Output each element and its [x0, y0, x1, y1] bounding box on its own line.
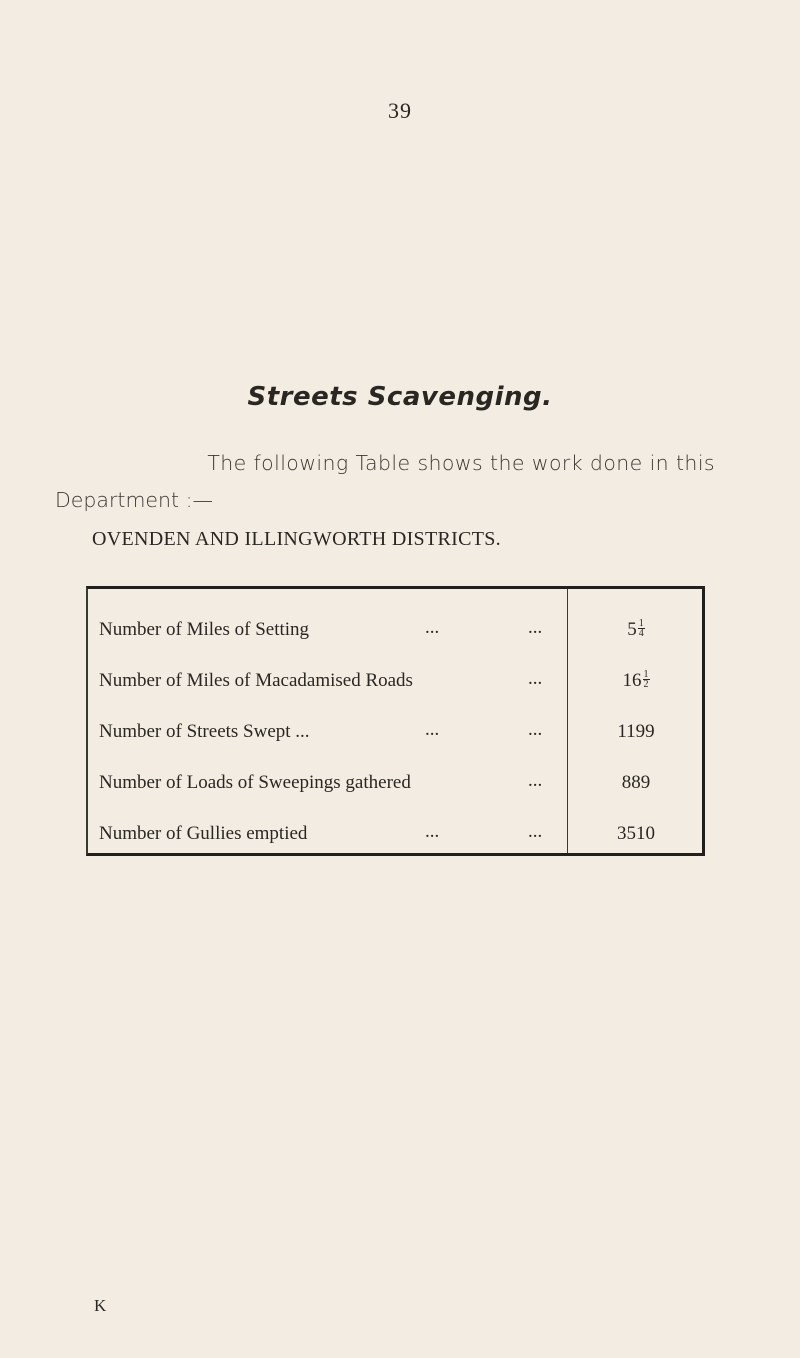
- leader-dots: ...: [528, 719, 543, 740]
- table-row: [88, 815, 702, 855]
- leader-dots: ...: [528, 770, 543, 791]
- signature-mark: K: [94, 1296, 107, 1315]
- row-value: 889: [621, 772, 651, 793]
- statistics-table: [86, 586, 705, 856]
- value-fraction: [638, 619, 645, 638]
- row-value: [567, 670, 705, 692]
- table-row: [88, 662, 702, 702]
- row-label: Number of Gullies emptied: [99, 823, 308, 844]
- value-whole: 5: [627, 619, 637, 640]
- row-label: Number of Streets Swept ...: [99, 721, 310, 742]
- intro-paragraph: [55, 445, 715, 519]
- table-row: [88, 611, 702, 651]
- leader-dots: ...: [425, 617, 440, 638]
- leader-dots: ...: [528, 821, 543, 842]
- row-label: Number of Loads of Sweepings gathered: [99, 772, 411, 793]
- row-label: Number of Miles of Setting: [99, 619, 310, 640]
- fraction-numerator: 1: [643, 669, 649, 681]
- intro-line-2: Department :—: [55, 488, 213, 512]
- table-row: [88, 764, 702, 804]
- row-value: [567, 619, 705, 641]
- leader-dots: ...: [425, 821, 440, 842]
- fraction-denominator: 4: [638, 628, 644, 640]
- leader-dots: ...: [425, 719, 440, 740]
- leader-dots: ...: [528, 668, 543, 689]
- intro-line-1: The following Table shows the work done in this: [207, 451, 715, 475]
- fraction-numerator: 1: [638, 618, 644, 630]
- district-title: OVENDEN AND ILLINGWORTH DISTRICTS.: [92, 528, 501, 550]
- row-value: 3510: [617, 823, 655, 844]
- row-label: Number of Miles of Macadamised Roads: [99, 670, 413, 691]
- fraction-denominator: 2: [643, 679, 649, 691]
- value-fraction: [643, 670, 650, 689]
- value-whole: 16: [622, 670, 642, 691]
- section-heading: Streets Scavenging.: [247, 382, 553, 412]
- leader-dots: ...: [528, 617, 543, 638]
- table-row: [88, 713, 702, 753]
- row-value: 1199: [617, 721, 655, 742]
- page-number: 39: [388, 98, 412, 123]
